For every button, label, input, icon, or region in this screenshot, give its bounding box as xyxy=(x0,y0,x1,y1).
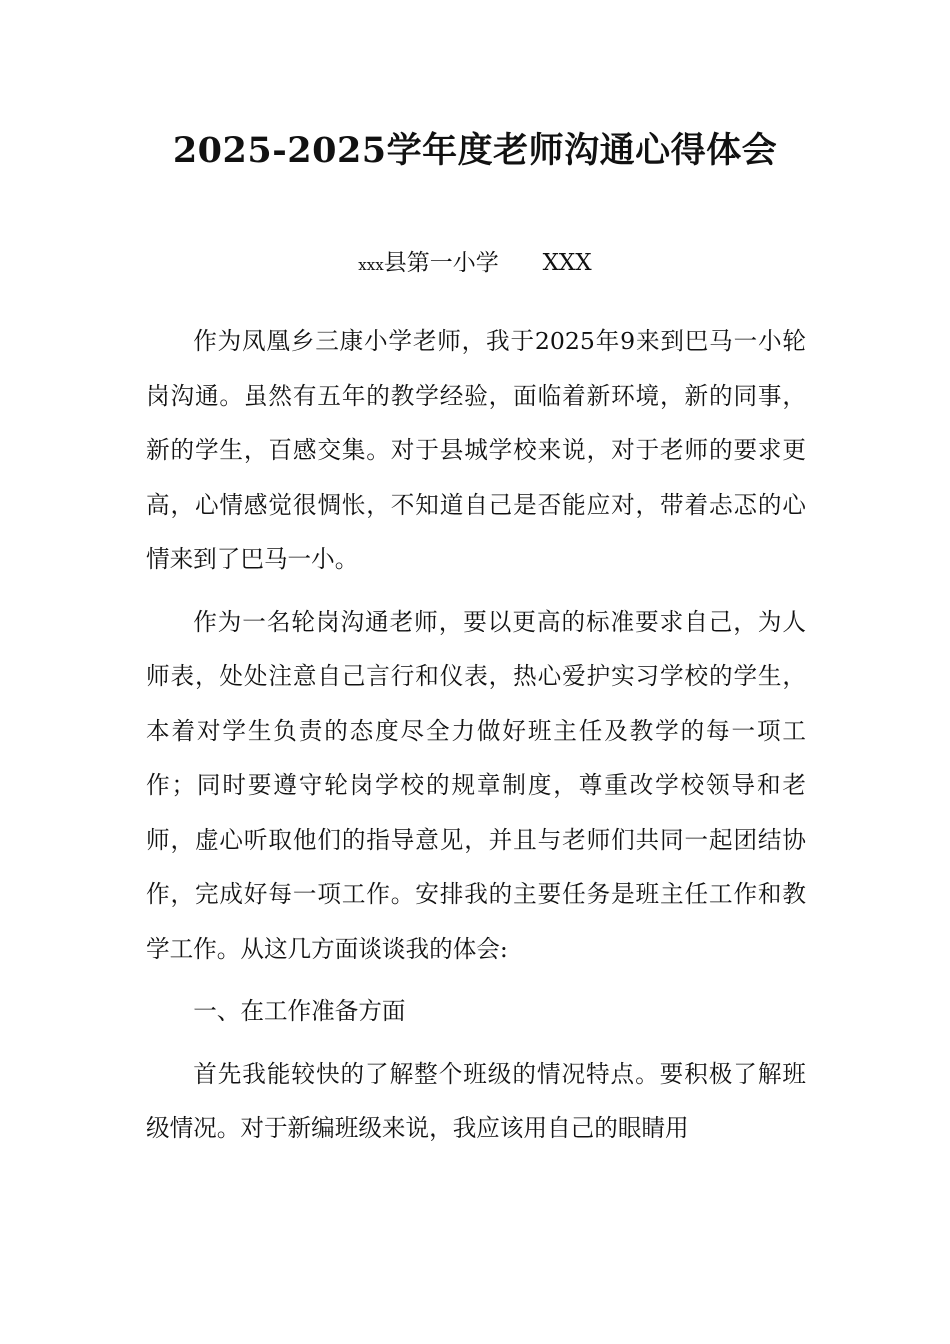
school-prefix: xxx xyxy=(358,256,384,274)
school-name: 县第一小学 xyxy=(383,250,499,276)
paragraph-intro: 作为凤凰乡三康小学老师，我于2025年9来到巴马一小轮岗沟通。虽然有五年的教学经验，面临着新环境，新的同事，新的学生，百感交集。对于县城学校来说，对于老师的要求更高，心情感觉很惆怅，不知道自己是否能应对，带着忐忑的心情来到了巴马一小。 xyxy=(146,327,806,573)
paragraph-responsibility: 作为一名轮岗沟通老师，要以更高的标准要求自己，为人师表，处处注意自己言行和仪表，热心爱护实习学校的学生，本着对学生负责的态度尽全力做好班主任及教学的每一项工作；同时要遵守轮岗学校的规章制度，尊重改学校领导和老师，虚心听取他们的指导意见，并且与老师们共同一起团结协作，完成好每一项工作。安排我的主要任务是班主任工作和教学工作。从这几方面谈谈我的体会: xyxy=(146,607,806,963)
section-heading: 一、在工作准备方面 xyxy=(193,997,406,1025)
document-title: 2025-2025学年度老师沟通心得体会 xyxy=(172,130,778,171)
author-name: XXX xyxy=(542,250,592,276)
paragraph-preparation: 首先我能较快的了解整个班级的情况特点。要积极了解班级情况。对于新编班级来说，我应该用自己的眼睛用 xyxy=(146,1059,806,1142)
document-body xyxy=(146,314,806,1164)
byline xyxy=(0,248,950,280)
